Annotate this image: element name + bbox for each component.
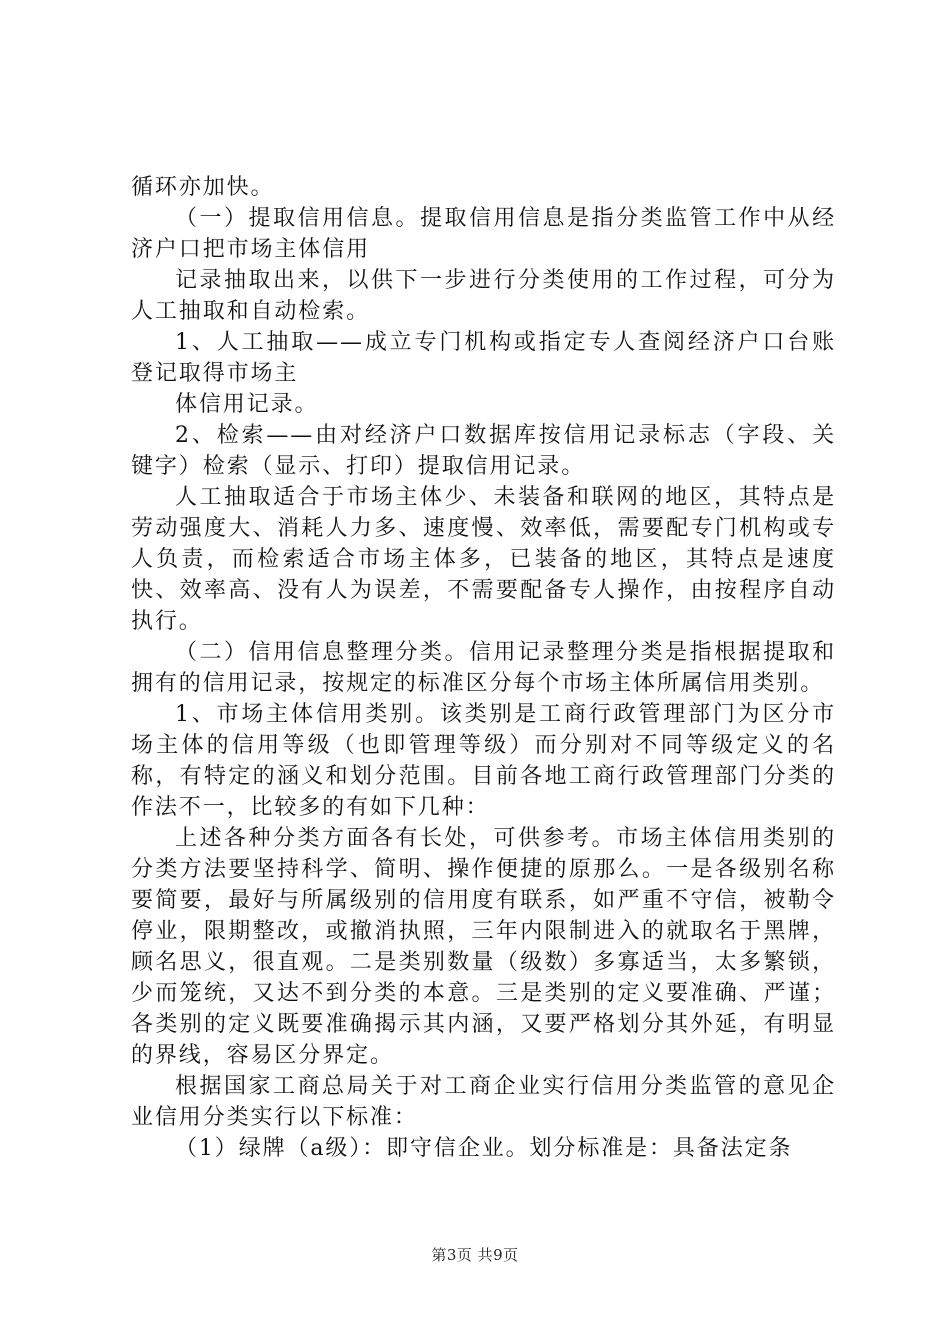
- page-number-footer: 第3页 共9页: [431, 1246, 519, 1264]
- paragraph-1: 循环亦加快。: [131, 175, 275, 200]
- paragraph-7: 人工抽取适合于市场主体少、未装备和联网的地区，其特点是劳动强度大、消耗人力多、速度慢、效率低，需要配专门机构或专人负责，而检索适合市场主体多，已装备的地区，其特点是速度快、效率高、没有人为误差，不需要配备专人操作，由按程序自动执行。: [131, 485, 836, 634]
- paragraph-12: （1）绿牌（a级）：即守信企业。划分标准是：具备法定条: [175, 1136, 793, 1161]
- paragraph-4: 1、人工抽取——成立专门机构或指定专人查阅经济户口台账登记取得市场主: [131, 330, 836, 386]
- paragraph-11: 根据国家工商总局关于对工商企业实行信用分类监管的意见企业信用分类实行以下标准：: [131, 1074, 836, 1130]
- paragraph-5: 体信用记录。: [175, 392, 319, 417]
- paragraph-2: （一）提取信用信息。提取信用信息是指分类监管工作中从经济户口把市场主体信用: [131, 206, 836, 262]
- paragraph-10: 上述各种分类方面各有长处，可供参考。市场主体信用类别的分类方法要坚持科学、简明、操作便捷的原那么。一是各级别名称要简要，最好与所属级别的信用度有联系，如严重不守信，被勒令停业，限期整改，或撤消执照，三年内限制进入的就取名于黑牌，顾名思义，很直观。二是类别数量（级数）多寡适当，太多繁锁，少而笼统，又达不到分类的本意。三是类别的定义要准确、严谨；各类别的定义既要准确揭示其内涵，又要严格划分其外延，有明显的界线，容易区分界定。: [131, 826, 836, 1068]
- paragraph-9: 1、市场主体信用类别。该类别是工商行政管理部门为区分市场主体的信用等级（也即管理等级）而分别对不同等级定义的名称，有特定的涵义和划分范围。目前各地工商行政管理部门分类的作法不一，比较多的有如下几种：: [131, 702, 836, 820]
- document-body: [131, 172, 836, 1164]
- paragraph-8: （二）信用信息整理分类。信用记录整理分类是指根据提取和拥有的信用记录，按规定的标准区分每个市场主体所属信用类别。: [131, 640, 836, 696]
- paragraph-3: 记录抽取出来，以供下一步进行分类使用的工作过程，可分为人工抽取和自动检索。: [131, 268, 836, 324]
- paragraph-6: 2、检索——由对经济户口数据库按信用记录标志（字段、关键字）检索（显示、打印）提取信用记录。: [131, 423, 836, 479]
